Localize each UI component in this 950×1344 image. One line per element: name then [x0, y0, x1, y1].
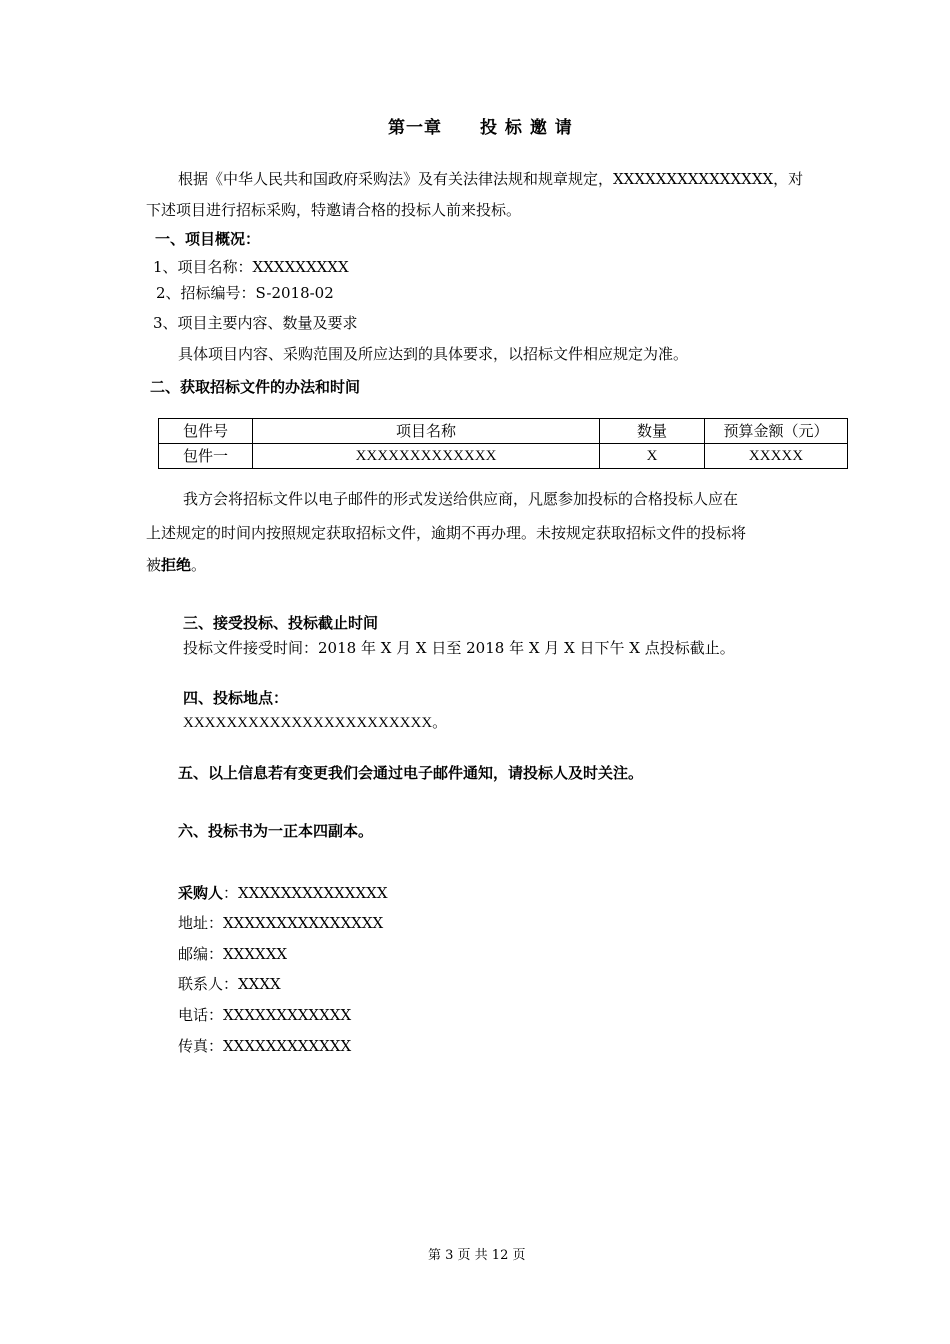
header-project-name: 项目名称: [253, 419, 600, 444]
buyer-line: [178, 886, 388, 901]
bid-time: 投标文件接受时间：2018 年 X 月 X 日至 2018 年 X 月 X 日下午 X 点投标截止。: [183, 639, 735, 657]
contact-phone: 电话：XXXXXXXXXXXX: [178, 1006, 352, 1024]
header-package-no: 包件号: [159, 419, 253, 444]
header-quantity: 数量: [600, 419, 705, 444]
section-4-heading: 四、投标地点：: [183, 689, 289, 707]
package-table: [158, 418, 848, 469]
section-1-heading: 一、项目概况：: [155, 230, 261, 248]
acquire-para-emphasis: 拒绝: [161, 556, 192, 574]
acquire-para-post: 。: [191, 556, 207, 574]
contact-fax: 传真：XXXXXXXXXXXX: [178, 1037, 352, 1055]
intro-line-2: 下述项目进行招标采购，特邀请合格的投标人前来投标。: [146, 201, 522, 219]
buyer-label: 采购人: [178, 884, 224, 902]
header-budget: 预算金额（元）: [705, 419, 848, 444]
tender-code: 2、招标编号：S-2018-02: [156, 284, 334, 302]
page-footer: 第 3 页 共 12 页: [428, 1248, 526, 1263]
acquire-para-pre: 被: [146, 556, 162, 574]
section-6-notice: 六、投标书为一正本四副本。: [178, 822, 374, 840]
project-detail: 具体项目内容、采购范围及所应达到的具体要求，以招标文件相应规定为准。: [178, 345, 689, 363]
project-content-heading: 3、项目主要内容、数量及要求: [153, 314, 358, 332]
section-2-heading: 二、获取招标文件的办法和时间: [150, 378, 361, 396]
cell-project-name: XXXXXXXXXXXXX: [253, 444, 600, 469]
table-row: [159, 444, 848, 469]
acquire-para-line-3: [146, 558, 206, 573]
section-3-heading: 三、接受投标、投标截止时间: [183, 614, 379, 632]
cell-package-no: 包件一: [159, 444, 253, 469]
intro-line-1: 根据《中华人民共和国政府采购法》及有关法律法规和规章规定，XXXXXXXXXXXXXXX，对: [178, 170, 804, 188]
cell-quantity: X: [600, 444, 705, 469]
acquire-para-line-1: 我方会将招标文件以电子邮件的形式发送给供应商，凡愿参加投标的合格投标人应在: [183, 490, 739, 508]
section-5-notice: 五、以上信息若有变更我们会通过电子邮件通知，请投标人及时关注。: [178, 764, 644, 782]
chapter-number: 第一章: [388, 118, 442, 138]
contact-postcode: 邮编：XXXXXX: [178, 945, 288, 963]
buyer-value: ：XXXXXXXXXXXXXX: [223, 884, 388, 902]
chapter-title: 投 标 邀 请: [480, 118, 573, 138]
contact-address: 地址：XXXXXXXXXXXXXXX: [178, 914, 384, 932]
project-name: 1、项目名称：XXXXXXXXX: [153, 258, 349, 276]
cell-budget: XXXXX: [705, 444, 848, 469]
bid-location: XXXXXXXXXXXXXXXXXXXXXXX。: [183, 715, 448, 731]
acquire-para-line-2: 上述规定的时间内按照规定获取招标文件，逾期不再办理。未按规定获取招标文件的投标将: [146, 524, 747, 542]
contact-person: 联系人：XXXX: [178, 975, 281, 993]
table-header-row: [159, 419, 848, 444]
